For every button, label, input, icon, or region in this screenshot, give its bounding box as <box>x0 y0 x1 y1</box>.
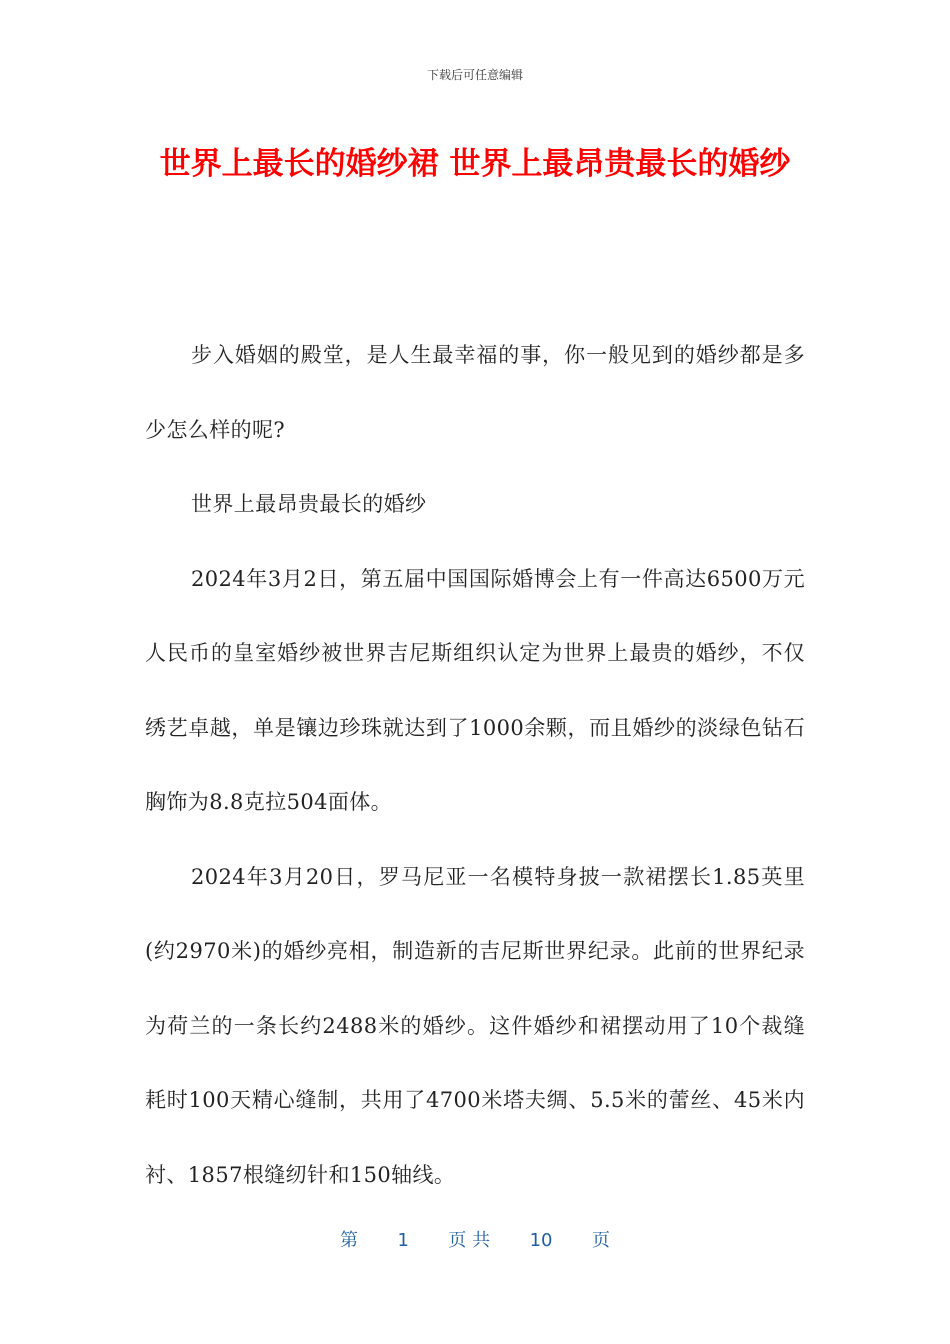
page-suffix: 页 <box>591 1230 610 1251</box>
paragraph-subheading: 世界上最昂贵最长的婚纱 <box>191 492 427 516</box>
document-title: 世界上最长的婚纱裙 世界上最昂贵最长的婚纱 <box>159 146 791 182</box>
page-total: 10 <box>529 1230 553 1251</box>
document-body <box>145 318 805 1212</box>
page-current: 1 <box>397 1230 409 1251</box>
page-footer <box>0 1226 950 1252</box>
header-note: 下载后可任意编辑 <box>426 68 523 82</box>
page-middle: 页 共 <box>448 1230 491 1251</box>
paragraph-expensive-dress: 2024年3月2日，第五届中国国际婚博会上有一件高达6500万元人民币的皇室婚纱被世界吉尼斯组织认定为世界上最贵的婚纱，不仅绣艺卓越，单是镶边珍珠就达到了1000余颗，而且婚纱的淡绿色钻石胸饰为8.8克拉504面体。 <box>145 566 805 814</box>
paragraph-longest-dress: 2024年3月20日，罗马尼亚一名模特身披一款裙摆长1.85英里(约2970米)的婚纱亮相，制造新的吉尼斯世界纪录。此前的世界纪录为荷兰的一条长约2488米的婚纱。这件婚纱和裙摆动用了10个裁缝耗时100天精心缝制，共用了4700米塔夫绸、5.5米的蕾丝、45米内衬、1857根缝纫针和150轴线。 <box>145 864 805 1187</box>
paragraph-intro: 步入婚姻的殿堂，是人生最幸福的事，你一般见到的婚纱都是多少怎么样的呢? <box>145 343 805 442</box>
page-prefix: 第 <box>340 1230 359 1251</box>
